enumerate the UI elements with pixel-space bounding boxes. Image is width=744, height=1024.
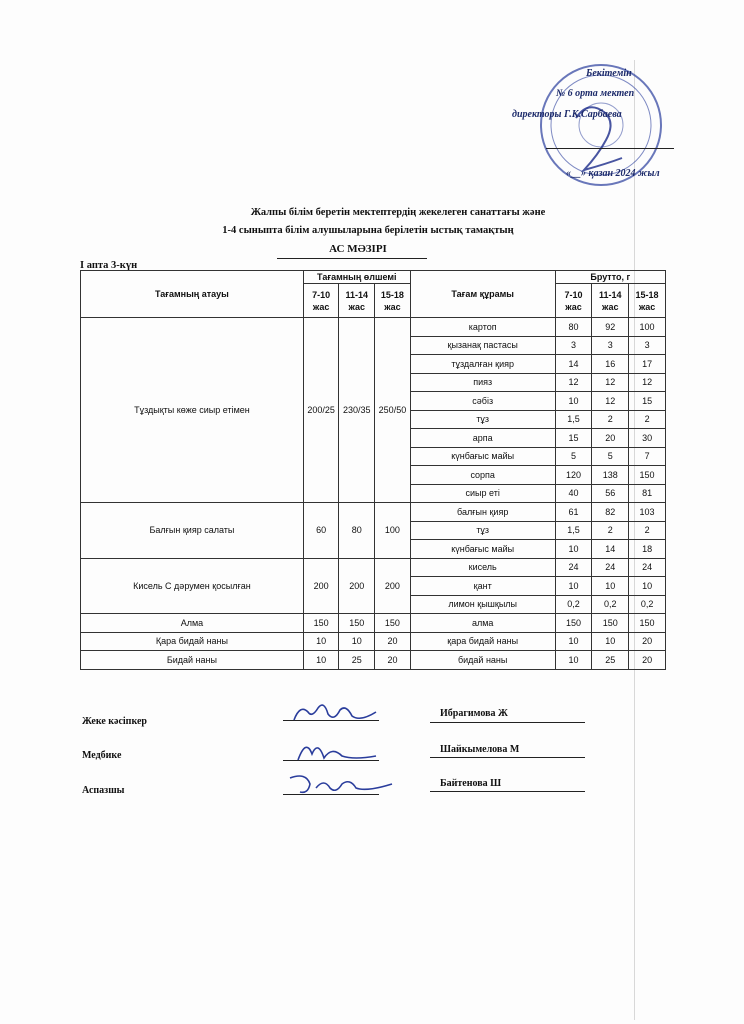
ingredient-gross-value: 1,5 [555,410,592,429]
signature-name-2: Шайкымелова М [440,744,520,755]
ingredient-gross-value: 81 [629,484,666,503]
dish-portion: 80 [339,503,375,559]
ingredient-name: сәбіз [410,392,555,411]
header-portion: Тағамның өлшемі [303,271,410,284]
dish-portion: 25 [339,651,375,670]
ingredient-gross-value: 12 [629,373,666,392]
ingredient-gross-value: 18 [629,540,666,559]
approval-date: «__» қазан 2024 жыл [566,168,660,179]
ingredient-gross-value: 12 [592,392,629,411]
dish-portion: 10 [303,632,339,651]
ingredient-name: арпа [410,429,555,448]
dish-portion: 250/50 [375,318,411,503]
header-dish-name: Тағамның атауы [81,271,304,318]
ingredient-gross-value: 138 [592,466,629,485]
ingredient-gross-value: 5 [592,447,629,466]
ingredient-gross-value: 10 [555,540,592,559]
ingredient-gross-value: 2 [592,521,629,540]
week-day-label: І апта 3-күн [80,260,138,271]
title-underline [277,258,427,259]
ingredient-gross-value: 100 [629,318,666,337]
table-row [81,318,666,337]
dish-portion: 10 [303,651,339,670]
header-gross-age-1: 11-14 жас [592,284,629,318]
ingredient-name: қара бидай наны [410,632,555,651]
ingredient-gross-value: 10 [555,651,592,670]
ingredient-name: картоп [410,318,555,337]
table-row [81,558,666,577]
handwritten-signature-2 [292,736,382,764]
ingredient-name: тұз [410,410,555,429]
approval-school: № 6 орта мектеп [556,88,635,99]
ingredient-gross-value: 20 [592,429,629,448]
dish-portion: 230/35 [339,318,375,503]
ingredient-gross-value: 3 [629,336,666,355]
dish-portion: 10 [339,632,375,651]
header-portion-age-0: 7-10 жас [303,284,339,318]
ingredient-name: лимон қышқылы [410,595,555,614]
ingredient-gross-value: 14 [555,355,592,374]
heading-line-1: Жалпы білім беретін мектептердің жекелеген санаттағы және [250,207,546,218]
menu-table [80,270,666,670]
page-title: АС МӘЗІРІ [329,243,387,255]
header-portion-age-2: 15-18 жас [375,284,411,318]
ingredient-name: күнбағыс майы [410,447,555,466]
signature-role-entrepreneur: Жеке кәсіпкер [82,716,147,727]
ingredient-gross-value: 24 [629,558,666,577]
ingredient-gross-value: 10 [629,577,666,596]
ingredient-gross-value: 3 [592,336,629,355]
dish-portion: 60 [303,503,339,559]
ingredient-name: қызанақ пастасы [410,336,555,355]
ingredient-gross-value: 12 [555,373,592,392]
ingredient-gross-value: 2 [629,521,666,540]
ingredient-gross-value: 61 [555,503,592,522]
ingredient-gross-value: 16 [592,355,629,374]
ingredient-gross-value: 14 [592,540,629,559]
ingredient-gross-value: 10 [592,632,629,651]
ingredient-gross-value: 17 [629,355,666,374]
dish-portion: 20 [375,632,411,651]
signature-name-line-3 [430,791,585,792]
ingredient-gross-value: 2 [629,410,666,429]
table-row [81,503,666,522]
dish-portion: 200/25 [303,318,339,503]
ingredient-name: алма [410,614,555,633]
dish-portion: 100 [375,503,411,559]
ingredient-gross-value: 150 [555,614,592,633]
ingredient-gross-value: 3 [555,336,592,355]
header-portion-age-1: 11-14 жас [339,284,375,318]
signature-name-3: Байтенова Ш [440,778,502,789]
ingredient-gross-value: 5 [555,447,592,466]
ingredient-gross-value: 56 [592,484,629,503]
ingredient-gross-value: 150 [629,614,666,633]
ingredient-gross-value: 1,5 [555,521,592,540]
dish-name: Балғын қияр салаты [81,503,304,559]
ingredient-gross-value: 25 [592,651,629,670]
ingredient-gross-value: 2 [592,410,629,429]
ingredient-gross-value: 15 [555,429,592,448]
signature-name-line-1 [430,722,585,723]
dish-portion: 200 [303,558,339,614]
dish-name: Кисель С дәрумен қосылған [81,558,304,614]
ingredient-name: балғын қияр [410,503,555,522]
ingredient-gross-value: 24 [555,558,592,577]
table-row [81,651,666,670]
ingredient-gross-value: 92 [592,318,629,337]
ingredient-name: сиыр еті [410,484,555,503]
ingredient-gross-value: 7 [629,447,666,466]
heading-line-2: 1-4 сыныпта білім алушыларына берілетін ыстық тамақтың [222,225,514,236]
ingredient-gross-value: 150 [629,466,666,485]
signature-name-line-2 [430,757,585,758]
ingredient-gross-value: 12 [592,373,629,392]
handwritten-signature-1 [290,700,380,726]
ingredient-gross-value: 150 [592,614,629,633]
approval-title: Бекітемін [586,68,632,79]
ingredient-gross-value: 15 [629,392,666,411]
table-row [81,614,666,633]
dish-portion: 200 [339,558,375,614]
header-gross-age-0: 7-10 жас [555,284,592,318]
approval-director: директоры Г.К.Сарбаева [512,109,622,120]
dish-portion: 20 [375,651,411,670]
ingredient-gross-value: 103 [629,503,666,522]
header-ingredients: Тағам құрамы [410,271,555,318]
ingredient-name: пияз [410,373,555,392]
ingredient-gross-value: 120 [555,466,592,485]
ingredient-gross-value: 10 [555,632,592,651]
ingredient-gross-value: 10 [555,577,592,596]
ingredient-gross-value: 10 [555,392,592,411]
dish-name: Тұздықты көже сиыр етімен [81,318,304,503]
dish-name: Бидай наны [81,651,304,670]
dish-name: Алма [81,614,304,633]
ingredient-name: күнбағыс майы [410,540,555,559]
ingredient-gross-value: 10 [592,577,629,596]
signature-role-cook: Аспазшы [82,785,125,796]
ingredient-gross-value: 24 [592,558,629,577]
signature-name-1: Ибрагимова Ж [440,708,508,719]
ingredient-name: сорпа [410,466,555,485]
handwritten-signature-3 [286,770,396,798]
header-gross-age-2: 15-18 жас [629,284,666,318]
ingredient-gross-value: 20 [629,651,666,670]
dish-portion: 150 [375,614,411,633]
ingredient-gross-value: 0,2 [555,595,592,614]
ingredient-gross-value: 30 [629,429,666,448]
ingredient-name: тұз [410,521,555,540]
signature-role-nurse: Медбике [82,750,122,761]
table-row [81,632,666,651]
ingredient-name: кисель [410,558,555,577]
ingredient-gross-value: 82 [592,503,629,522]
ingredient-gross-value: 40 [555,484,592,503]
ingredient-name: қант [410,577,555,596]
dish-portion: 150 [303,614,339,633]
ingredient-gross-value: 20 [629,632,666,651]
dish-portion: 200 [375,558,411,614]
ingredient-name: тұздалған қияр [410,355,555,374]
ingredient-gross-value: 0,2 [592,595,629,614]
dish-portion: 150 [339,614,375,633]
ingredient-gross-value: 0,2 [629,595,666,614]
header-gross: Брутто, г [555,271,665,284]
ingredient-name: бидай наны [410,651,555,670]
ingredient-gross-value: 80 [555,318,592,337]
dish-name: Қара бидай наны [81,632,304,651]
approval-signature-line [546,148,674,149]
